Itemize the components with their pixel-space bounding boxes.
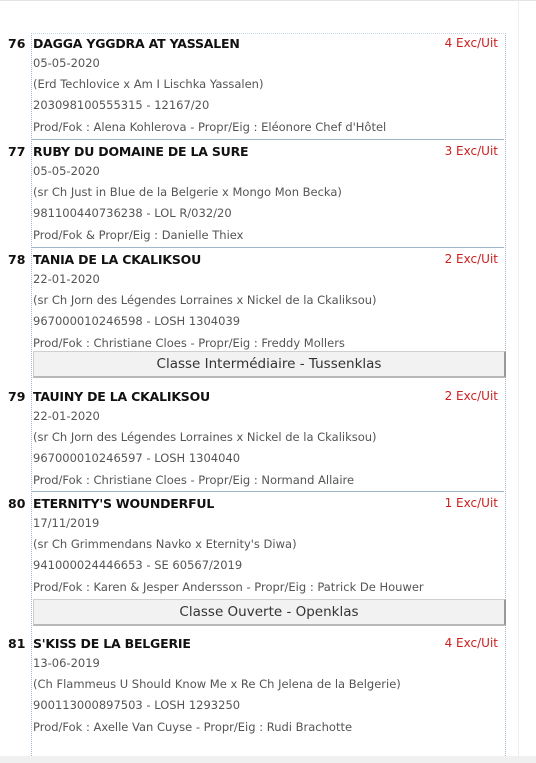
entry-number: 78 bbox=[8, 252, 26, 267]
breeder-owner: Prod/Fok & Propr/Eig : Danielle Thiex bbox=[33, 228, 244, 242]
breeder-owner: Prod/Fok : Karen & Jesper Andersson - Propr/Eig : Patrick De Houwer bbox=[33, 580, 424, 594]
birth-date: 05-05-2020 bbox=[33, 164, 100, 178]
dog-name: DAGGA YGGDRA AT YASSALEN bbox=[33, 36, 240, 51]
breeder-owner: Prod/Fok : Axelle Van Cuyse - Propr/Eig : Rudi Brachotte bbox=[33, 720, 353, 734]
birth-date: 17/11/2019 bbox=[33, 516, 100, 530]
class-header-open: Classe Ouverte - Openklas bbox=[33, 599, 506, 626]
pedigree: (Ch Flammeus U Should Know Me x Re Ch Jelena de la Belgerie) bbox=[33, 677, 401, 691]
class-header-intermediate: Classe Intermédiaire - Tussenklas bbox=[33, 351, 506, 378]
page-bottom-edge bbox=[0, 756, 536, 763]
entry-separator bbox=[32, 491, 504, 492]
pedigree: (Erd Techlovice x Am I Lischka Yassalen) bbox=[33, 77, 264, 91]
breeder-owner: Prod/Fok : Alena Kohlerova - Propr/Eig : Eléonore Chef d'Hôtel bbox=[33, 120, 387, 134]
entry-separator bbox=[32, 139, 504, 140]
pedigree: (sr Ch Grimmendans Navko x Eternity's Diwa) bbox=[33, 537, 297, 551]
registration: 981100440736238 - LOL R/032/20 bbox=[33, 206, 232, 220]
rating: 3 Exc/Uit bbox=[444, 144, 498, 158]
entry-number: 76 bbox=[8, 36, 26, 51]
entry-number: 81 bbox=[8, 636, 26, 651]
registration: 967000010246597 - LOSH 1304040 bbox=[33, 451, 241, 465]
entry-number: 77 bbox=[8, 144, 26, 159]
rating: 4 Exc/Uit bbox=[444, 636, 498, 650]
entry-number: 79 bbox=[8, 389, 26, 404]
birth-date: 05-05-2020 bbox=[33, 56, 100, 70]
dog-name: ETERNITY'S WOUNDERFUL bbox=[33, 496, 215, 511]
rating: 2 Exc/Uit bbox=[444, 389, 498, 403]
rating: 2 Exc/Uit bbox=[444, 252, 498, 266]
pedigree: (sr Ch Jorn des Légendes Lorraines x Nickel de la Ckaliksou) bbox=[33, 293, 377, 307]
birth-date: 13-06-2019 bbox=[33, 656, 100, 670]
rating: 1 Exc/Uit bbox=[444, 496, 498, 510]
page-right-edge bbox=[518, 0, 519, 763]
breeder-owner: Prod/Fok : Christiane Cloes - Propr/Eig : Freddy Mollers bbox=[33, 336, 345, 350]
dog-name: TANIA DE LA CKALIKSOU bbox=[33, 252, 202, 267]
registration: 941000024446653 - SE 60567/2019 bbox=[33, 558, 243, 572]
pedigree: (sr Ch Jorn des Légendes Lorraines x Nickel de la Ckaliksou) bbox=[33, 430, 377, 444]
dog-name: TAUINY DE LA CKALIKSOU bbox=[33, 389, 210, 404]
dog-name: RUBY DU DOMAINE DE LA SURE bbox=[33, 144, 249, 159]
dog-name: S'KISS DE LA BELGERIE bbox=[33, 636, 191, 651]
rating: 4 Exc/Uit bbox=[444, 36, 498, 50]
registration: 900113000897503 - LOSH 1293250 bbox=[33, 698, 241, 712]
entry-separator bbox=[32, 247, 504, 248]
page-top-border bbox=[0, 0, 536, 1]
birth-date: 22-01-2020 bbox=[33, 409, 100, 423]
breeder-owner: Prod/Fok : Christiane Cloes - Propr/Eig : Normand Allaire bbox=[33, 473, 355, 487]
pedigree: (sr Ch Just in Blue de la Belgerie x Mongo Mon Becka) bbox=[33, 185, 342, 199]
entry-number: 80 bbox=[8, 496, 26, 511]
registration: 203098100555315 - 12167/20 bbox=[33, 98, 210, 112]
registration: 967000010246598 - LOSH 1304039 bbox=[33, 314, 241, 328]
birth-date: 22-01-2020 bbox=[33, 272, 100, 286]
